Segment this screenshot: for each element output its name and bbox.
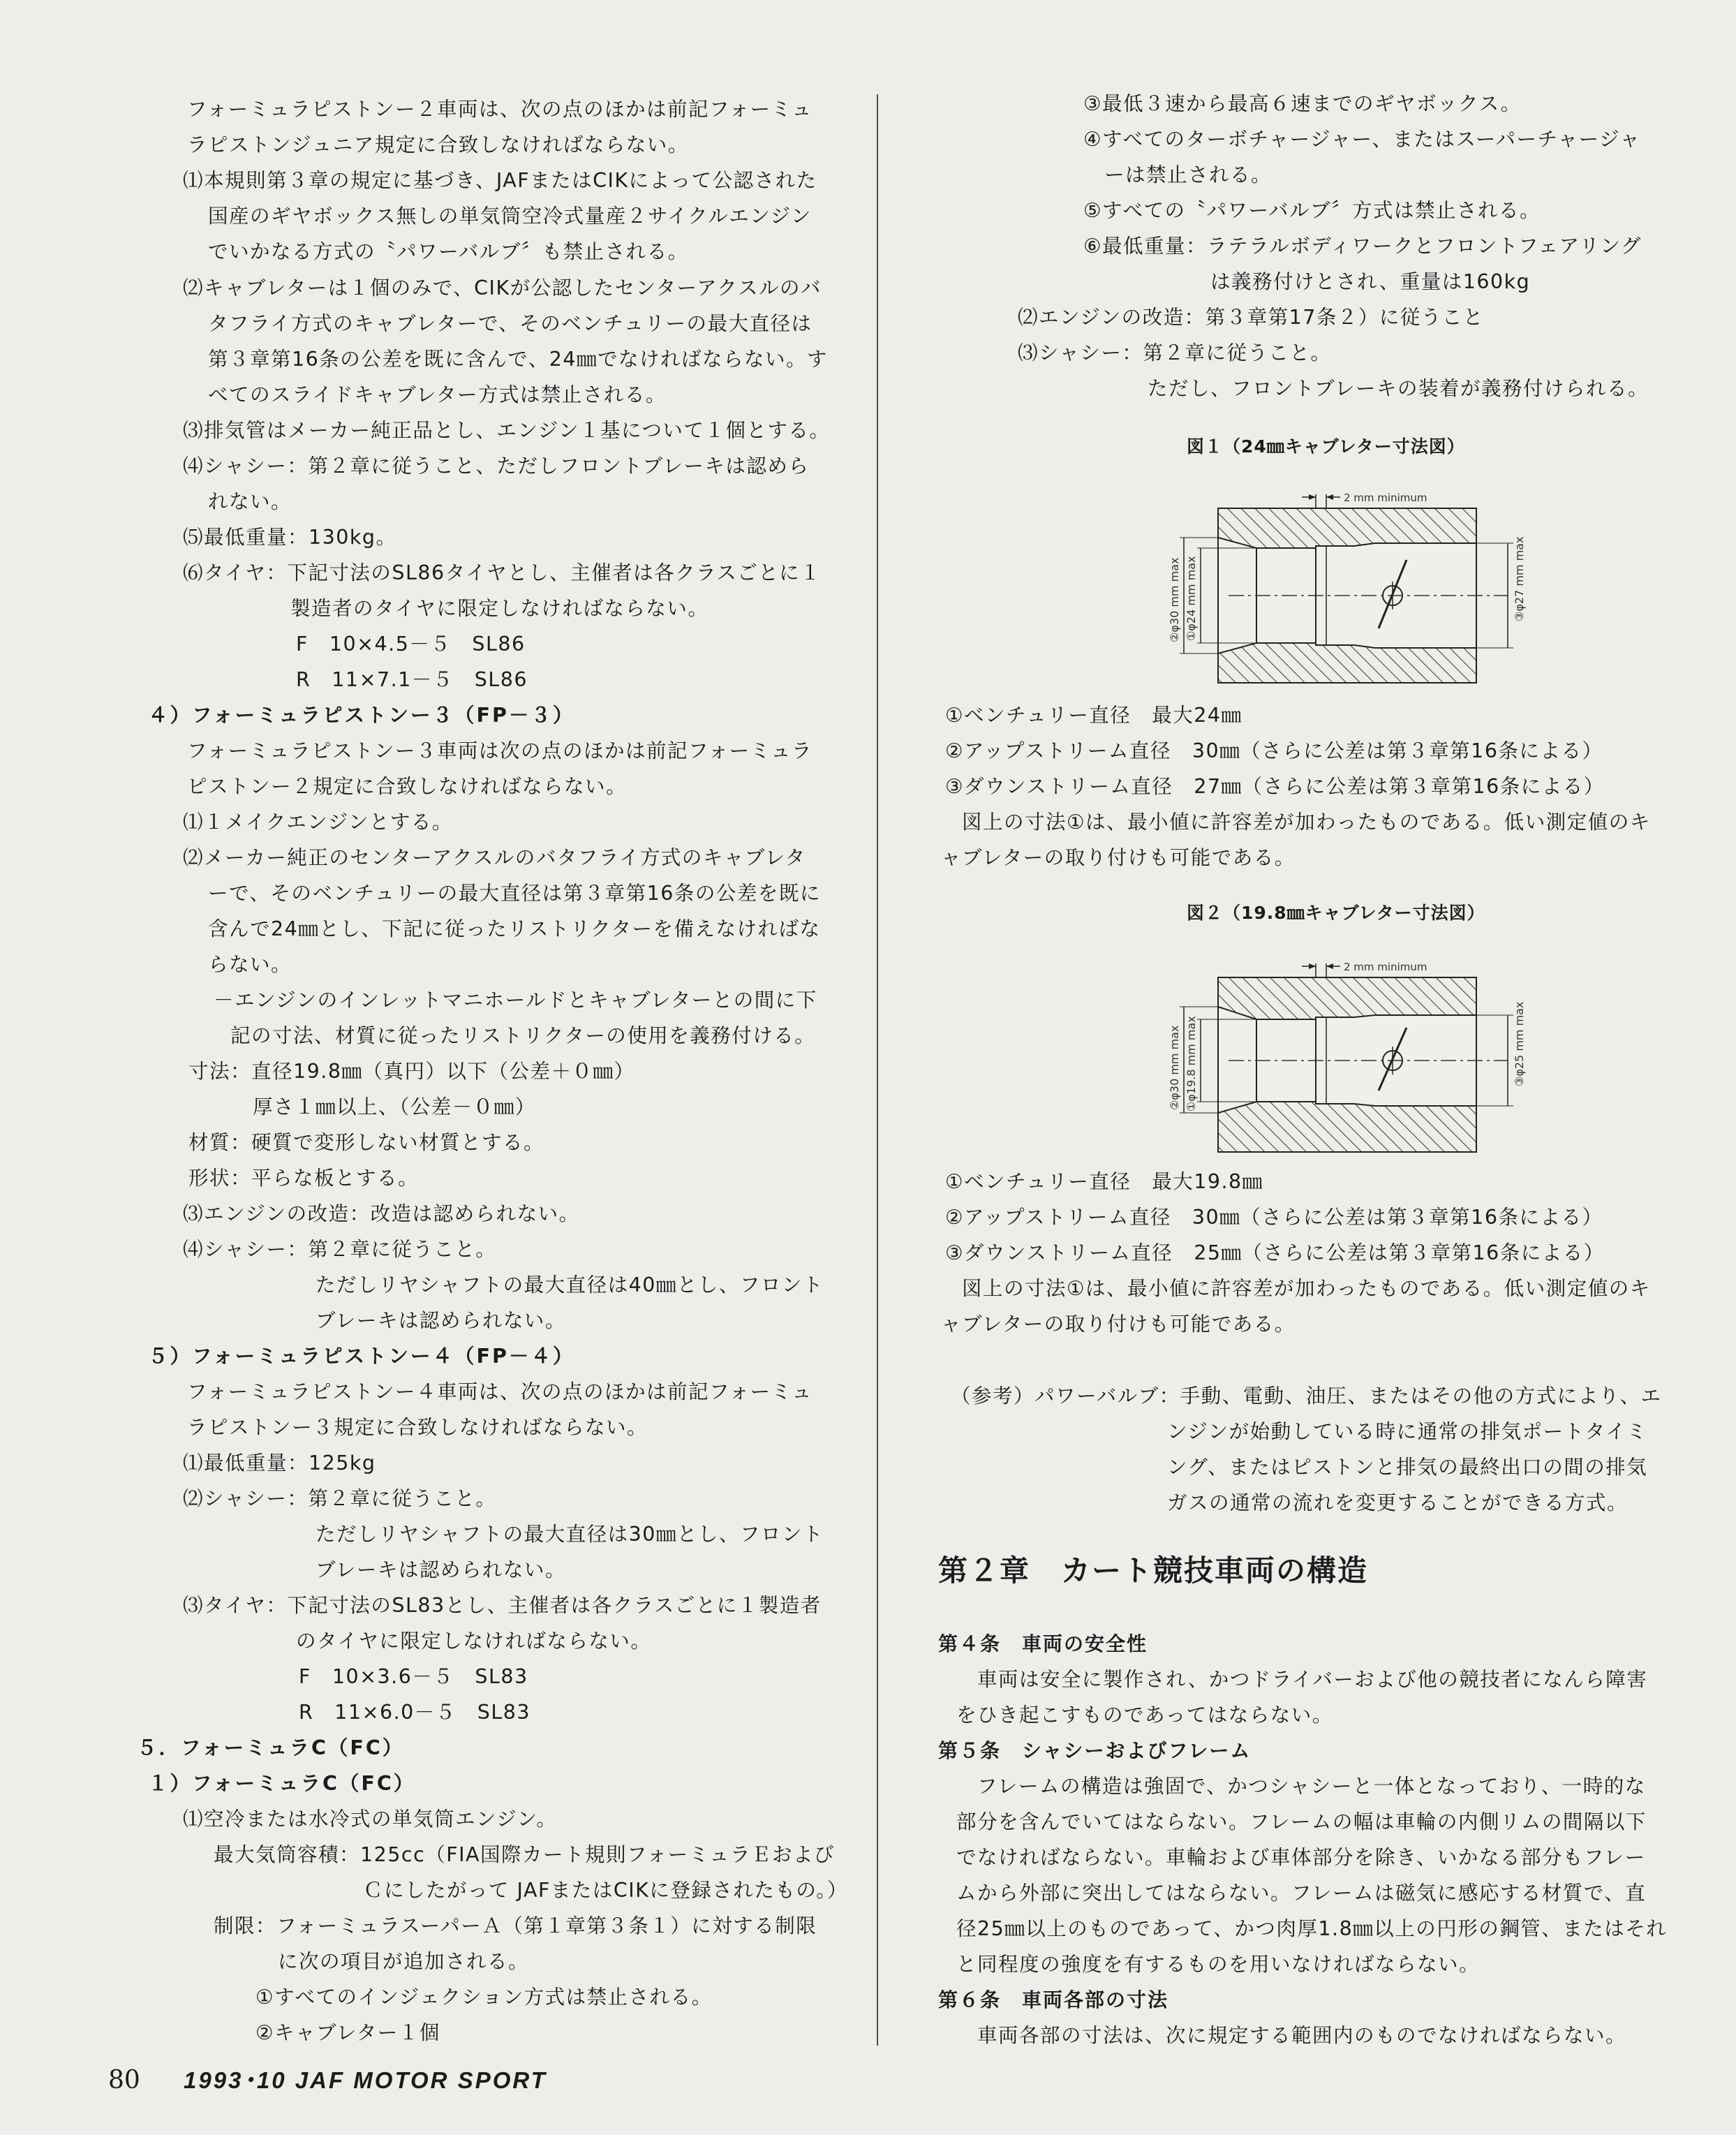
section-heading: ５）フォーミュラピストンー４（FP－４） bbox=[148, 1345, 575, 1368]
text-line: 材質：硬質で変形しない材質とする。 bbox=[188, 1131, 545, 1154]
text-line: ⑶排気管はメーカー純正品とし、エンジン１基について１個とする。 bbox=[183, 419, 831, 442]
figure-1-note: ②アップストリーム直径 30㎜（さらに公差は第３章第16条による） bbox=[945, 739, 1603, 762]
reference-line: （参考）パワーバルブ：手動、電動、油圧、またはその他の方式により、エ bbox=[951, 1384, 1662, 1408]
article-title: 第４条 車両の安全性 bbox=[938, 1632, 1148, 1655]
text-line: ただしリヤシャフトの最大直径は30㎜とし、フロント bbox=[316, 1523, 824, 1546]
text-line: ⑴１メイクエンジンとする。 bbox=[183, 811, 453, 834]
text-line: ①すべてのインジェクション方式は禁止される。 bbox=[255, 1986, 713, 2009]
text-line: ブレーキは認められない。 bbox=[316, 1309, 566, 1332]
text-line: 第３章第16条の公差を既に含んで、24㎜でなければならない。す bbox=[208, 348, 828, 371]
figure-1-note: 図上の寸法①は、最小値に許容差が加わったものである。低い測定値のキ bbox=[962, 811, 1651, 834]
figure-1-title: 図１（24㎜キャブレター寸法図） bbox=[1187, 436, 1465, 457]
text-line: ⑴最低重量：125kg bbox=[183, 1451, 376, 1475]
text-line: －エンジンのインレットマニホールドとキャブレターとの間に下 bbox=[214, 989, 817, 1012]
figure-1-venturi-label: ①φ24 mm max bbox=[1185, 556, 1198, 641]
text-line: ⑶エンジンの改造：改造は認められない。 bbox=[183, 1202, 580, 1225]
text-line: ラピストンー３規定に合致しなければならない。 bbox=[187, 1416, 648, 1439]
reference-line: ング、またはピストンと排気の最終出口の間の排気 bbox=[1167, 1456, 1648, 1479]
figure-1-note: ①ベンチュリー直径 最大24㎜ bbox=[945, 704, 1242, 727]
text-line: 厚さ１㎜以上、（公差－０㎜） bbox=[253, 1095, 536, 1118]
reference-line: ンジンが始動している時に通常の排気ポートタイミ bbox=[1167, 1420, 1648, 1443]
figure-1-note: ③ダウンストリーム直径 27㎜（さらに公差は第３章第16条による） bbox=[945, 775, 1605, 798]
text-line: でなければならない。車輪および車体部分を除き、いかなる部分もフレー bbox=[956, 1846, 1646, 1869]
text-line: 径25㎜以上のものであって、かつ肉厚1.8㎜以上の円形の鋼管、またはそれ bbox=[956, 1917, 1668, 1940]
text-line: は義務付けとされ、重量は160kg bbox=[1210, 270, 1531, 293]
text-line: ⑴本規則第３章の規定に基づき、JAFまたはCIKによって公認された bbox=[183, 169, 817, 192]
page-number: 80 bbox=[108, 2066, 140, 2095]
figure-1-upstream-label: ②φ30 mm max bbox=[1168, 557, 1181, 642]
text-line: ⑥最低重量：ラテラルボディワークとフロントフェアリング bbox=[1083, 235, 1642, 258]
text-line: 寸法：直径19.8㎜（真円）以下（公差＋０㎜） bbox=[188, 1060, 635, 1083]
text-line: ⑵キャブレターは１個のみで、CIKが公認したセンターアクスルのバ bbox=[183, 276, 822, 300]
text-line: ⑶シャシー：第２章に従うこと。 bbox=[1018, 341, 1332, 364]
text-line: フォーミュラピストンー２車両は、次の点のほかは前記フォーミュ bbox=[187, 98, 813, 121]
figure-2-note: ャブレターの取り付けも可能である。 bbox=[941, 1313, 1296, 1336]
figure-2-diagram bbox=[1159, 950, 1550, 1159]
figure-2-note: ①ベンチュリー直径 最大19.8㎜ bbox=[945, 1170, 1263, 1193]
text-line: ④すべてのターボチャージャー、またはスーパーチャージャ bbox=[1083, 128, 1641, 151]
text-line: ⑵シャシー：第２章に従うこと。 bbox=[183, 1487, 497, 1510]
text-line: ラピストンジュニア規定に合致しなければならない。 bbox=[187, 133, 689, 156]
figure-2-upstream-label: ②φ30 mm max bbox=[1168, 1025, 1181, 1110]
figure-2-min-label: 2 mm minimum bbox=[1344, 961, 1427, 973]
figure-1-diagram bbox=[1159, 482, 1550, 691]
figure-1-note: ャブレターの取り付けも可能である。 bbox=[941, 846, 1296, 869]
text-line: フォーミュラピストンー３車両は次の点のほかは前記フォーミュラ bbox=[187, 739, 813, 762]
figure-1-downstream-label: ③φ27 mm max bbox=[1513, 536, 1526, 621]
text-line: れない。 bbox=[208, 490, 292, 513]
figure-2-downstream-label: ③φ25 mm max bbox=[1513, 1001, 1526, 1086]
section-heading: ５．フォーミュラC（FC） bbox=[137, 1736, 405, 1759]
text-line: R 11×7.1－５ SL86 bbox=[296, 668, 528, 691]
figure-2-note: ③ダウンストリーム直径 25㎜（さらに公差は第３章第16条による） bbox=[945, 1241, 1605, 1264]
text-line: ーで、そのベンチュリーの最大直径は第３章第16条の公差を既に bbox=[208, 882, 821, 905]
figure-2-note: ②アップストリーム直径 30㎜（さらに公差は第３章第16条による） bbox=[945, 1206, 1603, 1229]
text-line: ただし、フロントブレーキの装着が義務付けられる。 bbox=[1148, 377, 1649, 400]
figure-2-note: 図上の寸法①は、最小値に許容差が加わったものである。低い測定値のキ bbox=[962, 1277, 1651, 1300]
text-line: 製造者のタイヤに限定しなければならない。 bbox=[290, 597, 709, 620]
text-line: 記の寸法、材質に従ったリストリクターの使用を義務付ける。 bbox=[230, 1024, 816, 1047]
text-line: 形状：平らな板とする。 bbox=[188, 1167, 420, 1190]
text-line: ⑴空冷または水冷式の単気筒エンジン。 bbox=[183, 1808, 558, 1831]
text-line: ⑵メーカー純正のセンターアクスルのバタフライ方式のキャブレタ bbox=[183, 846, 806, 869]
text-line: ⑶タイヤ：下記寸法のSL83とし、主催者は各クラスごとに１製造者 bbox=[183, 1594, 822, 1617]
text-line: らない。 bbox=[208, 953, 292, 976]
text-line: 制限：フォーミュラスーパーＡ（第１章第３条１）に対する制限 bbox=[214, 1914, 817, 1937]
text-line: べてのスライドキャブレター方式は禁止される。 bbox=[208, 383, 667, 406]
article-title: 第６条 車両各部の寸法 bbox=[938, 1988, 1169, 2011]
text-line: のタイヤに限定しなければならない。 bbox=[296, 1630, 652, 1653]
text-line: でいかなる方式の〝パワーバルブ〞も禁止される。 bbox=[208, 240, 689, 263]
text-line: ③最低３速から最高６速までのギヤボックス。 bbox=[1083, 92, 1522, 115]
text-line: Ｃにしたがって JAFまたはCIKに登録されたもの。） bbox=[363, 1879, 848, 1902]
text-line: ⑤すべての〝パワーバルブ〞方式は禁止される。 bbox=[1083, 199, 1541, 222]
text-line: R 11×6.0－５ SL83 bbox=[299, 1701, 531, 1724]
text-line: フォーミュラピストンー４車両は、次の点のほかは前記フォーミュ bbox=[187, 1380, 813, 1403]
text-line: ブレーキは認められない。 bbox=[316, 1558, 566, 1581]
text-line: タフライ方式のキャブレターで、そのベンチュリーの最大直径は bbox=[208, 312, 813, 335]
text-line: ーは禁止される。 bbox=[1104, 163, 1273, 186]
text-line: 車両は安全に製作され、かつドライバーおよび他の競技者になんら障害 bbox=[977, 1668, 1648, 1691]
figure-1-min-label: 2 mm minimum bbox=[1344, 492, 1427, 504]
text-line: ⑷シャシー：第２章に従うこと。 bbox=[183, 1238, 497, 1261]
text-line: に次の項目が追加される。 bbox=[278, 1950, 530, 1973]
text-line: 部分を含んでいてはならない。フレームの幅は車輪の内側リムの間隔以下 bbox=[956, 1810, 1647, 1833]
text-line: ただしリヤシャフトの最大直径は40㎜とし、フロント bbox=[316, 1273, 824, 1296]
text-line: ⑵エンジンの改造：第３章第17条２）に従うこと bbox=[1018, 306, 1484, 329]
text-line: 最大気筒容積：125cc（FIA国際カート規則フォーミュラＥおよび bbox=[214, 1843, 836, 1866]
section-heading: ４）フォーミュラピストンー３（FP－３） bbox=[148, 704, 575, 727]
text-line: ②キャブレター１個 bbox=[255, 2021, 440, 2044]
text-line: 含んで24㎜とし、下記に従ったリストリクターを備えなければな bbox=[208, 917, 821, 940]
figure-2-title: 図２（19.8㎜キャブレター寸法図） bbox=[1187, 903, 1485, 923]
text-line: ⑸最低重量：130kg。 bbox=[183, 526, 397, 549]
text-line: ⑷シャシー：第２章に従うこと、ただしフロントブレーキは認めら bbox=[183, 455, 810, 478]
reference-line: ガスの通常の流れを変更することができる方式。 bbox=[1167, 1491, 1629, 1514]
article-title: 第５条 シャシーおよびフレーム bbox=[938, 1739, 1252, 1762]
section-heading: １）フォーミュラC（FC） bbox=[148, 1772, 416, 1795]
text-line: をひき起こすものであってはならない。 bbox=[956, 1704, 1333, 1727]
text-line: ⑹タイヤ：下記寸法のSL86タイヤとし、主催者は各クラスごとに１ bbox=[183, 561, 822, 584]
text-line: 国産のギヤボックス無しの単気筒空冷式量産２サイクルエンジン bbox=[208, 205, 812, 228]
text-line: ムから外部に突出してはならない。フレームは磁気に感応する材質で、直 bbox=[956, 1882, 1647, 1905]
text-line: F 10×3.6－５ SL83 bbox=[299, 1665, 528, 1688]
text-line: ピストンー２規定に合致しなければならない。 bbox=[187, 775, 628, 798]
text-line: フレームの構造は強固で、かつシャシーと一体となっており、一時的な bbox=[977, 1775, 1646, 1798]
text-line: 車両各部の寸法は、次に規定する範囲内のものでなければならない。 bbox=[977, 2024, 1627, 2047]
text-line: と同程度の強度を有するものを用いなければならない。 bbox=[956, 1953, 1481, 1976]
chapter-title: 第２章 カート競技車両の構造 bbox=[938, 1553, 1369, 1588]
magazine-footer: 1993･10 JAF MOTOR SPORT bbox=[184, 2067, 547, 2093]
column-divider bbox=[877, 94, 878, 2046]
figure-2-venturi-label: ①φ19.8 mm max bbox=[1185, 1016, 1198, 1111]
text-line: F 10×4.5－５ SL86 bbox=[296, 633, 526, 656]
